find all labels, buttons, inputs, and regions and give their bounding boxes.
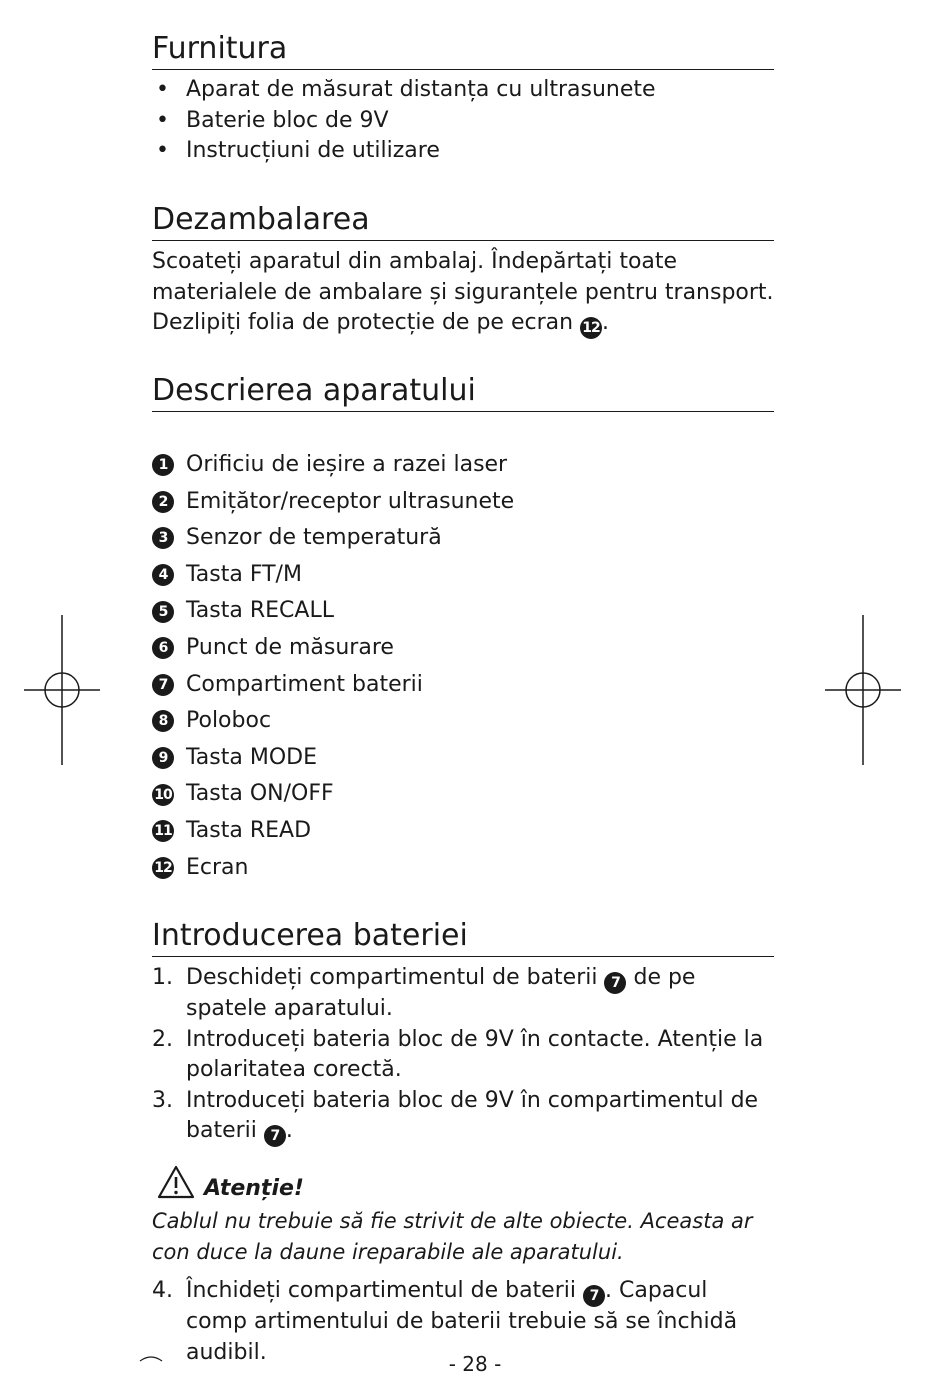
component-item: 10 Tasta ON/OFF (152, 776, 774, 813)
component-item: 1 Orificiu de ieșire a razei laser (152, 447, 774, 484)
ref-badge: 12 (580, 317, 602, 339)
left-crosshair-mark-icon (24, 615, 100, 765)
component-item: 12 Ecran (152, 850, 774, 887)
step-item: 3. Introduceți bateria bloc de 9V în compartimentul de baterii 7 . (152, 1086, 774, 1148)
number-badge: 3 (152, 527, 174, 549)
ref-badge: 7 (583, 1285, 605, 1307)
ref-badge: 7 (264, 1125, 286, 1147)
number-badge: 1 (152, 454, 174, 476)
warning-triangle-icon (156, 1162, 196, 1202)
dezambalarea-text: Scoateți aparatul din ambalaj. Îndepărtați toate materialele de ambalare și siguranțele pentru transport. Dezlipiți folia de protecție de pe ecran 12 . (152, 247, 774, 339)
number-badge: 7 (152, 674, 174, 696)
number-badge: 10 (152, 784, 174, 806)
step-item: 2. Introduceți bateria bloc de 9V în contacte. Atenție la polaritatea corectă. (152, 1026, 764, 1082)
warning-text: Cablul nu trebuie să fie strivit de alte obiecte. Aceasta ar con duce la daune ireparabile ale aparatului. (152, 1209, 753, 1264)
list-item: • Baterie bloc de 9V (156, 107, 389, 133)
component-item: 3 Senzor de temperatură (152, 520, 774, 557)
component-list (152, 447, 774, 886)
component-item: 2 Emițător/receptor ultrasunete (152, 484, 774, 521)
list-item: • Instrucțiuni de utilizare (156, 138, 440, 163)
section-title-introducerea: Introducerea bateriei (152, 917, 774, 957)
section-title-furnitura: Furnitura (152, 30, 774, 70)
furnitura-list (152, 75, 774, 167)
section-title-dezambalarea: Dezambalarea (152, 201, 774, 241)
number-badge: 2 (152, 491, 174, 513)
number-badge: 4 (152, 564, 174, 586)
number-badge: 8 (152, 710, 174, 732)
right-crosshair-mark-icon (825, 615, 901, 765)
component-item: 6 Punct de măsurare (152, 630, 774, 667)
ref-badge: 7 (604, 972, 626, 994)
list-item: • Aparat de măsurat distanța cu ultrasunete (156, 77, 656, 102)
component-item: 11 Tasta READ (152, 813, 774, 850)
component-item: 4 Tasta FT/M (152, 557, 774, 594)
number-badge: 9 (152, 747, 174, 769)
section-title-descrierea: Descrierea aparatului (152, 372, 774, 412)
number-badge: 11 (152, 820, 174, 842)
component-item: 7 Compartiment baterii (152, 667, 774, 704)
warning-title: Atenție! (204, 1176, 304, 1201)
step-item: 1. Deschideți compartimentul de baterii 7 de pe spatele aparatului. (152, 965, 696, 1021)
number-badge: 12 (152, 857, 174, 879)
number-badge: 5 (152, 601, 174, 623)
number-badge: 6 (152, 637, 174, 659)
steps-list (152, 963, 774, 1147)
component-item: 9 Tasta MODE (152, 740, 774, 777)
step-item: 4. Închideți compartimentul de baterii 7 . Capacul comp artimentului de baterii trebuie să se închidă audibil. (152, 1278, 738, 1365)
page-number: - 28 - (448, 1352, 502, 1376)
component-item: 5 Tasta RECALL (152, 593, 774, 630)
component-item: 8 Poloboc (152, 703, 774, 740)
